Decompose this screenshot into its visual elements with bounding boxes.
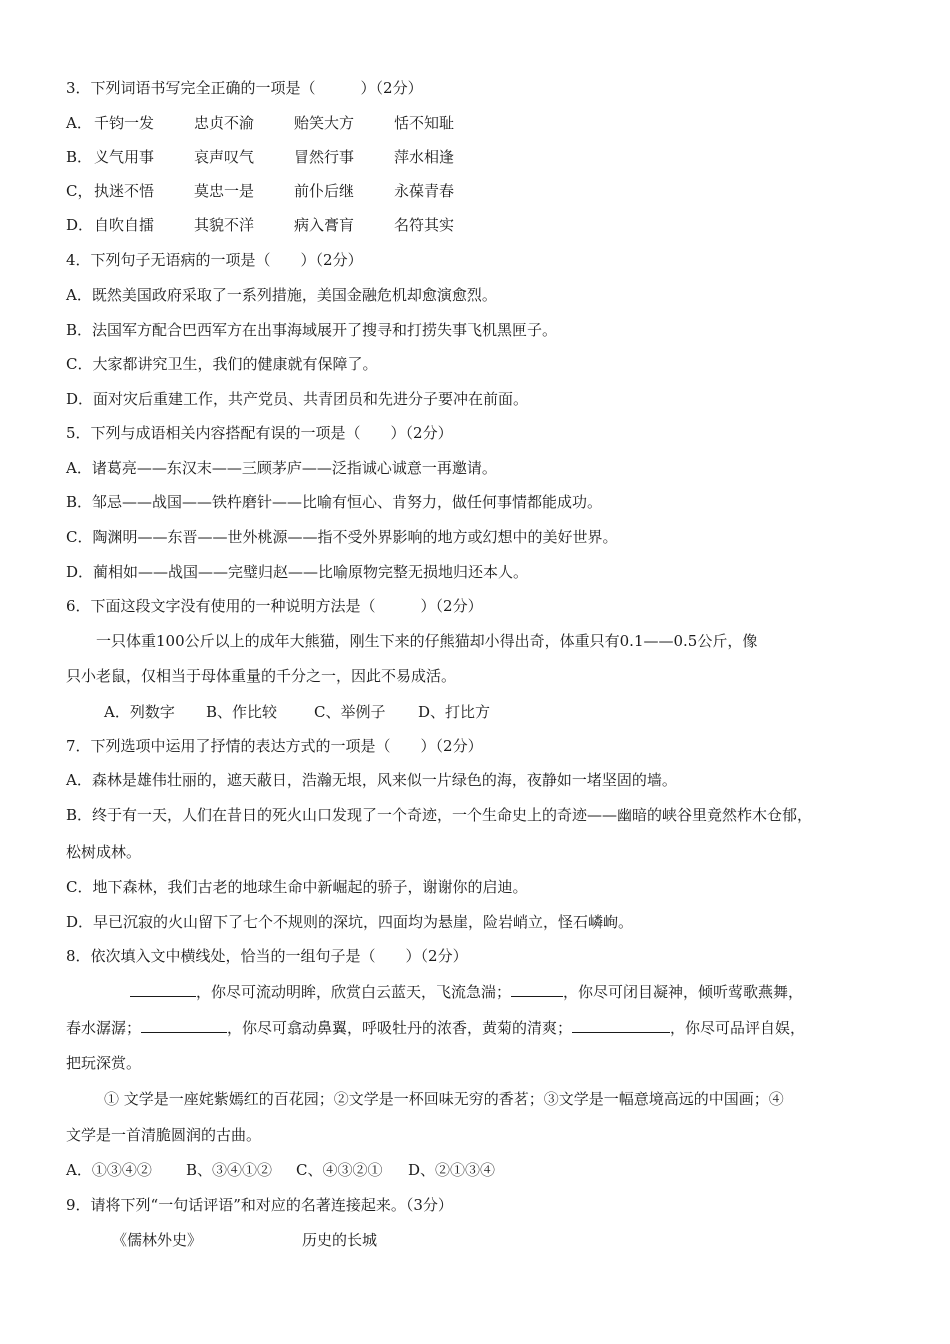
fill-blank-4 [572,1018,670,1033]
q7-option-d: D．早已沉寂的火山留下了七个不规则的深坑，四面均为悬崖，险岩峭立，怪石嶙峋。 [66,913,634,931]
word: 莫忠一是 [194,182,255,200]
word: 忠贞不渝 [194,114,255,132]
q8-options [66,1160,495,1180]
q7-option-a: A．森林是雄伟壮丽的，遮天蔽日，浩瀚无垠，风来似一片绿色的海，夜静如一堵坚固的墙。 [66,771,677,789]
q6-passage-line-1: 一只体重100公斤以上的成年大熊猫，刚生下来的仔熊猫却小得出奇，体重只有0.1——0.5公斤，像 [96,632,758,650]
fill-blank-3 [141,1018,227,1033]
word: 萍水相逢 [394,148,455,166]
q5-option-d: D．蔺相如——战国——完璧归赵——比喻原物完整无损地归还本人。 [66,563,529,581]
option-b: B、作比较 [206,703,278,721]
option-c: C、举例子 [314,703,386,721]
word: 永葆青春 [394,182,455,200]
q4-option-a: A．既然美国政府采取了一系列措施，美国金融危机却愈演愈烈。 [66,286,497,304]
option-label: B． [66,148,93,166]
word: 千钧一发 [94,114,155,132]
q5-option-c: C．陶渊明——东晋——世外桃源——指不受外界影响的地方或幻想中的美好世界。 [66,528,618,546]
option-label: D． [66,216,94,234]
q8-passage-line-3: 把玩深赏。 [66,1054,142,1072]
word: 恬不知耻 [394,114,455,132]
q6-options [104,702,490,722]
q6-passage-line-2: 只小老鼠，仅相当于母体重量的千分之一，因此不易成活。 [66,667,457,685]
fill-blank-1 [130,982,196,997]
q3-option-d [66,215,454,235]
option-d: D、打比方 [418,703,491,721]
word: 义气用事 [94,148,155,166]
q8-choices-line-2: 文学是一首清脆圆润的古曲。 [66,1126,262,1144]
q3-option-c [66,181,454,201]
q8-passage-line-2 [66,1018,805,1038]
q4-option-b: B．法国军方配合巴西军方在出事海域展开了搜寻和打捞失事飞机黑匣子。 [66,321,558,339]
option-a: A．①③④② [66,1161,152,1179]
passage-text: ，你尽可闭目凝神，倾听莺歌燕舞， [563,983,804,1001]
word: 名符其实 [394,216,455,234]
passage-text: 春水潺潺； [66,1019,142,1037]
q5-stem: 5．下列与成语相关内容搭配有误的一项是（ ）（2分） [66,424,453,442]
word: 贻笑大方 [294,114,355,132]
q7-option-b-line-2: 松树成林。 [66,843,142,861]
word: 哀声叹气 [194,148,255,166]
option-a: A．列数字 [104,703,175,721]
word: 冒然行事 [294,148,355,166]
q7-stem: 7．下列选项中运用了抒情的表达方式的一项是（ ）（2分） [66,737,483,755]
q9-comment: 历史的长城 [302,1231,378,1249]
passage-text: ，你尽可翕动鼻翼，呼吸牡丹的浓香，黄菊的清爽； [227,1019,573,1037]
q8-passage-line-1 [130,982,803,1002]
q4-stem: 4．下列句子无语病的一项是（ ）（2分） [66,251,363,269]
q7-option-c: C．地下森林，我们古老的地球生命中新崛起的骄子，谢谢你的启迪。 [66,878,528,896]
q5-option-a: A．诸葛亮——东汉末——三顾茅庐——泛指诚心诚意一再邀请。 [66,459,497,477]
word: 其貌不洋 [194,216,255,234]
option-b: B、③④①② [186,1161,273,1179]
fill-blank-2 [511,982,563,997]
q7-option-b-line-1: B．终于有一天，人们在昔日的死火山口发现了一个奇迹，一个生命史上的奇迹——幽暗的峡谷里竟然柞木仓郁， [66,806,813,824]
word: 自吹自擂 [94,216,155,234]
passage-text: ，你尽可品评自娱， [670,1019,806,1037]
q4-option-d: D．面对灾后重建工作，共产党员、共青团员和先进分子要冲在前面。 [66,390,529,408]
option-d: D、②①③④ [408,1161,496,1179]
passage-text: ，你尽可流动明眸，欣赏白云蓝天，飞流急湍； [196,983,512,1001]
q9-stem: 9．请将下列“一句话评语”和对应的名著连接起来。（3分） [66,1196,453,1214]
option-label: A． [66,114,92,132]
q8-stem: 8．依次填入文中横线处，恰当的一组句子是（ ）（2分） [66,947,468,965]
option-label: C， [66,182,93,200]
q9-book-title: 《儒林外史》 [112,1231,203,1249]
q3-option-b [66,147,454,167]
q6-stem: 6．下面这段文字没有使用的一种说明方法是（ ）（2分） [66,597,483,615]
q8-choices-line-1: ① 文学是一座姹紫嫣红的百花园；②文学是一杯回味无穷的香茗；③文学是一幅意境高远的中国画；④ [104,1090,784,1108]
q5-option-b: B．邹忌——战国——铁杵磨针——比喻有恒心、肯努力，做任何事情都能成功。 [66,493,603,511]
word: 前仆后继 [294,182,355,200]
word: 执迷不悟 [94,182,155,200]
option-c: C、④③②① [296,1161,383,1179]
q3-stem: 3．下列词语书写完全正确的一项是（ ）（2分） [66,79,423,97]
word: 病入膏肓 [294,216,355,234]
q3-option-a [66,113,454,133]
q4-option-c: C．大家都讲究卫生，我们的健康就有保障了。 [66,355,378,373]
